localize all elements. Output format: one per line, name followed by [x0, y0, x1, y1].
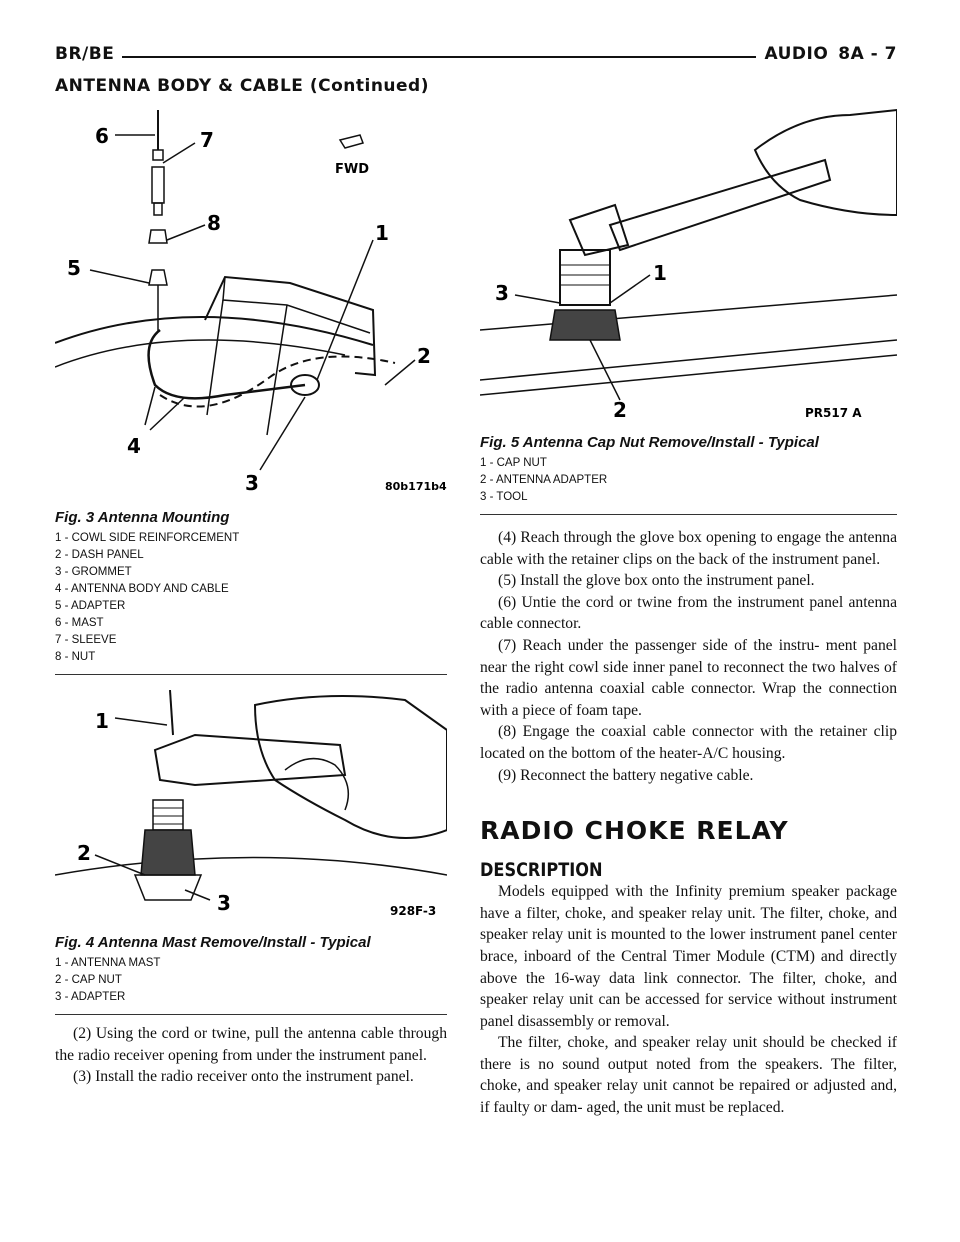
paragraph: (4) Reach through the glove box opening to engage the antenna cable with the retainer clips on the back of the instrument panel.: [480, 529, 897, 568]
fig4-title: Fig. 4 Antenna Mast Remove/Install - Typical: [55, 934, 371, 951]
paragraph: (9) Reconnect the battery negative cable.: [498, 766, 754, 784]
fig3-title: Fig. 3 Antenna Mounting: [55, 509, 230, 526]
section-continued-heading: ANTENNA BODY & CABLE (Continued): [55, 76, 429, 96]
fig5-callout-3: 3: [495, 281, 509, 305]
fig3-rule: [55, 674, 447, 675]
header-model: BR/BE: [55, 44, 122, 64]
paragraph: The filter, choke, and speaker relay unit should be checked if there is no sound output noted from the speakers. The filter, choke, and speaker relay unit cannot be repaired or adjusted and, if faulty or dam- aged, the unit must be replaced.: [480, 1034, 897, 1117]
fig3-legend-item: 3 - GROMMET: [55, 566, 132, 578]
fig3-callout-7: 7: [200, 128, 214, 152]
subsection-heading: DESCRIPTION: [480, 859, 603, 882]
figure-4-illustration: [55, 690, 447, 930]
fig5-legend-item: 3 - TOOL: [480, 491, 528, 503]
page-header: [55, 44, 897, 68]
figure-5: [480, 105, 897, 515]
fig4-callout-3: 3: [217, 891, 231, 915]
fig4-legend-item: 1 - ANTENNA MAST: [55, 957, 161, 969]
figure-4: [55, 690, 447, 1015]
fig3-callout-3: 3: [245, 471, 259, 495]
fig3-callout-2: 2: [417, 344, 431, 368]
fig5-legend: [480, 455, 897, 506]
fig3-legend-item: 8 - NUT: [55, 651, 96, 663]
fig5-rule: [480, 514, 897, 515]
fig3-callout-8: 8: [207, 211, 221, 235]
paragraph: (2) Using the cord or twine, pull the antenna cable through the radio receiver opening from under the instrument panel.: [55, 1025, 447, 1064]
header-section: [756, 44, 897, 64]
header-title: AUDIO: [764, 44, 829, 64]
paragraph: (6) Untie the cord or twine from the instrument panel antenna cable connector.: [480, 593, 897, 633]
fig3-legend-item: 6 - MAST: [55, 617, 104, 629]
fig5-title: Fig. 5 Antenna Cap Nut Remove/Install - Typical: [480, 434, 819, 451]
fig3-callout-6: 6: [95, 124, 109, 148]
fig3-legend-item: 2 - DASH PANEL: [55, 549, 144, 561]
fig5-legend-item: 2 - ANTENNA ADAPTER: [480, 474, 608, 486]
fig5-callout-1: 1: [653, 261, 667, 285]
fig3-legend-item: 7 - SLEEVE: [55, 634, 117, 646]
fig4-callout-1: 1: [95, 709, 109, 733]
fig3-callout-1: 1: [375, 221, 389, 245]
fig4-rule: [55, 1014, 447, 1015]
fig3-legend-item: 1 - COWL SIDE REINFORCEMENT: [55, 532, 240, 544]
fwd-label: FWD: [335, 162, 370, 177]
figure-3: [55, 105, 447, 675]
right-column-text: [480, 527, 897, 1119]
paragraph: (7) Reach under the passenger side of the instru- ment panel near the right cowl side inner panel to reconnect the two halves of the radio antenna coaxial cable connector. Wrap the connection with a piece of foam tape.: [480, 636, 897, 719]
left-column-text: [55, 1023, 447, 1088]
fig5-code: PR517 A: [805, 406, 862, 420]
fig3-legend-item: 4 - ANTENNA BODY AND CABLE: [55, 583, 229, 595]
paragraph: (3) Install the radio receiver onto the instrument panel.: [73, 1068, 414, 1086]
paragraph: (8) Engage the coaxial cable connector with the retainer clip located on the bottom of the heater-A/C housing.: [480, 723, 897, 762]
fig3-legend: [55, 530, 447, 666]
section-heading: RADIO CHOKE RELAY: [480, 816, 789, 846]
fig4-legend-item: 3 - ADAPTER: [55, 991, 126, 1003]
paragraph: Models equipped with the Infinity premium speaker package have a filter, choke, and speaker relay unit. The filter, choke, and speaker relay unit is mounted to the lower instrument panel center brace, inboard of the Central Timer Module (CTM) and directly above the 16-way data link connector. The filter, choke, and speaker relay unit can be accessed for service without instrument panel disassembly or removal.: [480, 883, 897, 1030]
fig3-legend-item: 5 - ADAPTER: [55, 600, 126, 612]
figure-3-illustration: [55, 105, 447, 505]
fig3-code: 80b171b4: [385, 480, 447, 493]
fig4-legend-item: 2 - CAP NUT: [55, 974, 122, 986]
fig4-legend: [55, 955, 447, 1006]
figure-5-illustration: [480, 105, 897, 430]
fig4-callout-2: 2: [77, 841, 91, 865]
fig3-callout-4: 4: [127, 434, 141, 458]
fig5-callout-2: 2: [613, 398, 627, 422]
header-page-number: 8A - 7: [838, 44, 897, 64]
fig3-callout-5: 5: [67, 256, 81, 280]
fig5-legend-item: 1 - CAP NUT: [480, 457, 547, 469]
paragraph: (5) Install the glove box onto the instrument panel.: [498, 572, 815, 590]
fig4-code: 928F-3: [390, 904, 437, 918]
